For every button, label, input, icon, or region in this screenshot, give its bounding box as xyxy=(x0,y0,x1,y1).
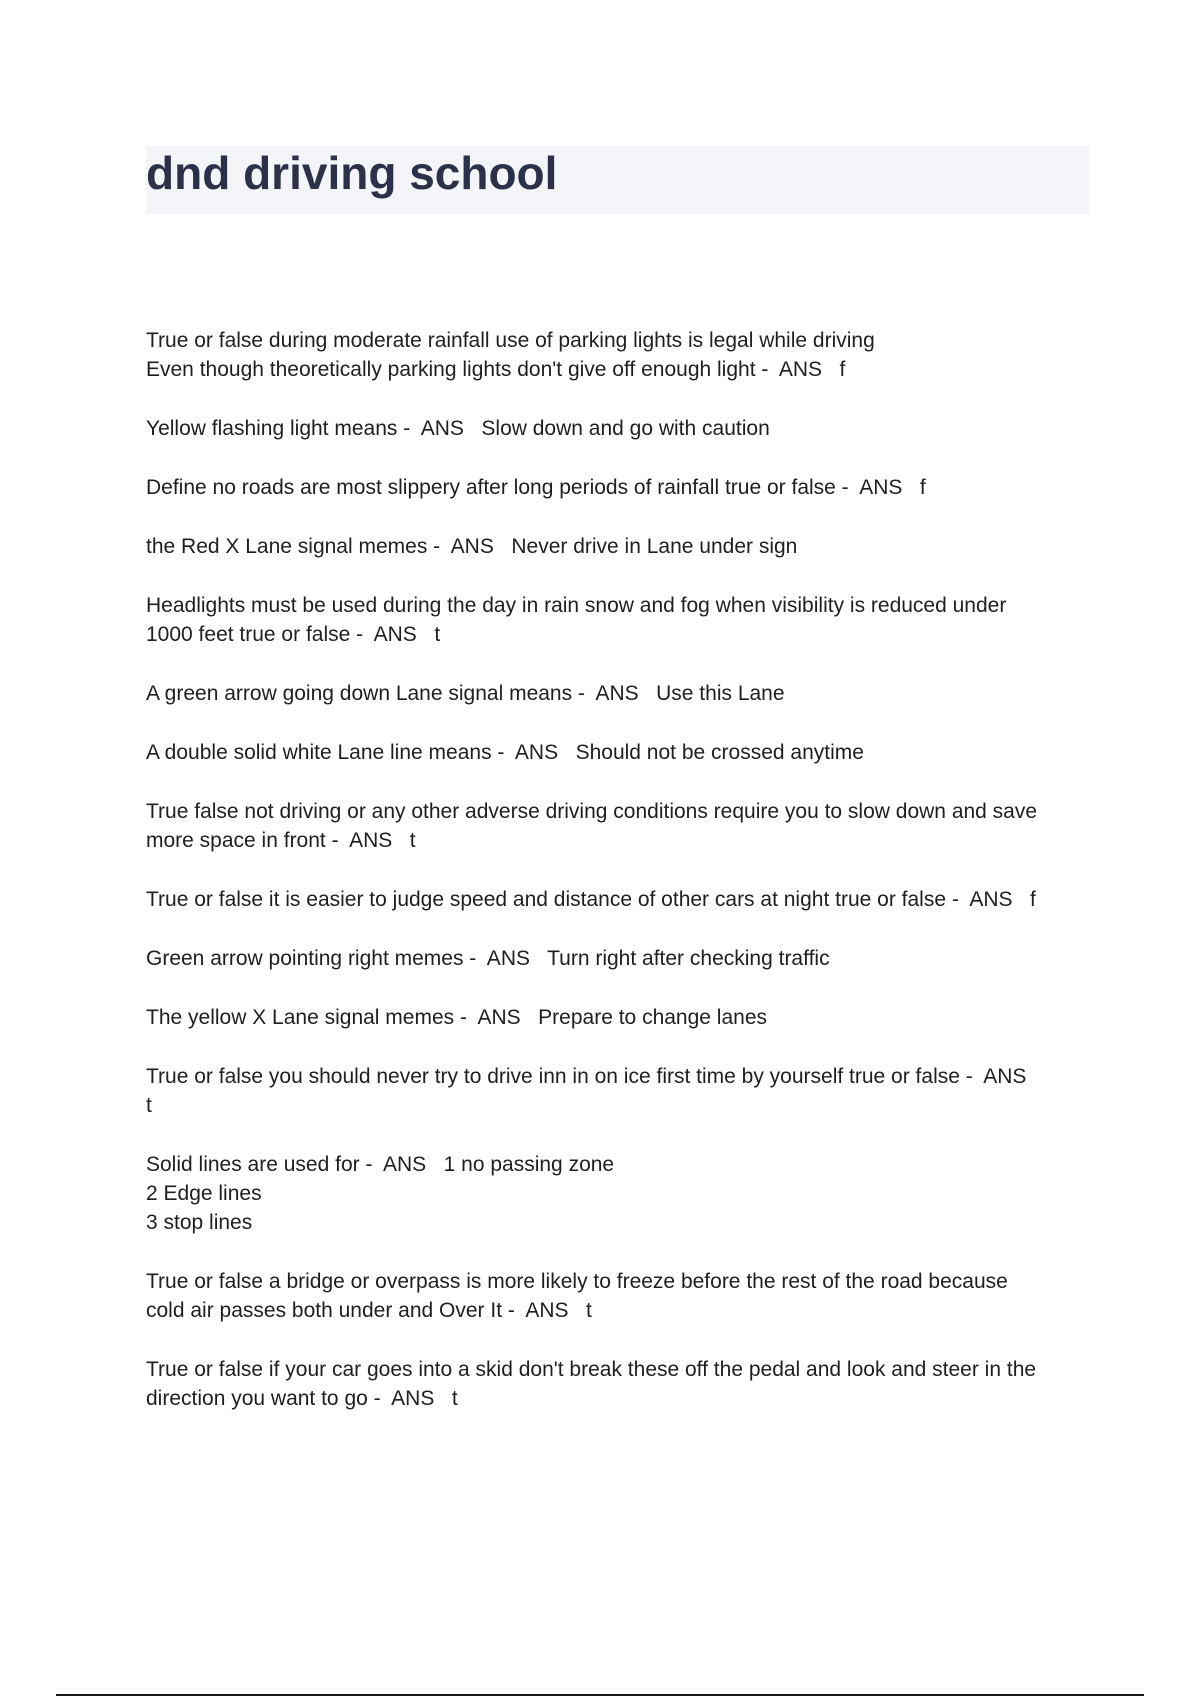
qa-line: direction you want to go - ANS t xyxy=(146,1387,458,1410)
qa-line: Green arrow pointing right memes - ANS Turn right after checking traffic xyxy=(146,947,830,970)
qa-line: True false not driving or any other adverse driving conditions require you to slow down and save xyxy=(146,800,1038,823)
qa-line: 3 stop lines xyxy=(146,1211,253,1234)
qa-item-13 xyxy=(146,1150,1096,1237)
qa-item-6 xyxy=(146,679,1096,708)
qa-line: cold air passes both under and Over It - ANS t xyxy=(146,1299,592,1322)
qa-line: Even though theoretically parking lights don't give off enough light - ANS f xyxy=(146,358,846,381)
qa-item-7 xyxy=(146,738,1096,767)
qa-line: True or false it is easier to judge speed and distance of other cars at night true or false - ANS f xyxy=(146,888,1036,911)
qa-line: The yellow X Lane signal memes - ANS Prepare to change lanes xyxy=(146,1006,767,1029)
footer-rule xyxy=(56,1694,1144,1696)
qa-line: True or false a bridge or overpass is more likely to freeze before the rest of the road because xyxy=(146,1270,1008,1293)
qa-item-10 xyxy=(146,944,1096,973)
qa-line: more space in front - ANS t xyxy=(146,829,416,852)
qa-item-1 xyxy=(146,326,1096,384)
qa-line: 2 Edge lines xyxy=(146,1182,262,1205)
qa-item-12 xyxy=(146,1062,1096,1120)
qa-line: t xyxy=(146,1094,152,1117)
qa-item-2 xyxy=(146,414,1096,443)
title-band xyxy=(146,146,1089,214)
document-title: dnd driving school xyxy=(146,147,558,199)
qa-item-14 xyxy=(146,1267,1096,1325)
qa-item-8 xyxy=(146,797,1096,855)
qa-item-5 xyxy=(146,591,1096,649)
qa-line: Headlights must be used during the day in rain snow and fog when visibility is reduced under xyxy=(146,594,1007,617)
qa-item-9 xyxy=(146,885,1096,914)
qa-line: Solid lines are used for - ANS 1 no passing zone xyxy=(146,1153,615,1176)
qa-item-15 xyxy=(146,1355,1096,1413)
qa-line: A double solid white Lane line means - ANS Should not be crossed anytime xyxy=(146,741,864,764)
qa-line: Define no roads are most slippery after long periods of rainfall true or false - ANS f xyxy=(146,476,926,499)
qa-line: A green arrow going down Lane signal means - ANS Use this Lane xyxy=(146,682,785,705)
qa-item-3 xyxy=(146,473,1096,502)
qa-item-11 xyxy=(146,1003,1096,1032)
qa-item-4 xyxy=(146,532,1096,561)
qa-line: True or false you should never try to drive inn in on ice first time by yourself true or false - ANS xyxy=(146,1065,1027,1088)
qa-line: 1000 feet true or false - ANS t xyxy=(146,623,441,646)
qa-line: Yellow flashing light means - ANS Slow down and go with caution xyxy=(146,417,770,440)
qa-line: True or false during moderate rainfall use of parking lights is legal while driving xyxy=(146,329,875,352)
qa-line: the Red X Lane signal memes - ANS Never drive in Lane under sign xyxy=(146,535,798,558)
qa-list xyxy=(146,326,1096,1443)
qa-line: True or false if your car goes into a skid don't break these off the pedal and look and steer in the xyxy=(146,1358,1037,1381)
